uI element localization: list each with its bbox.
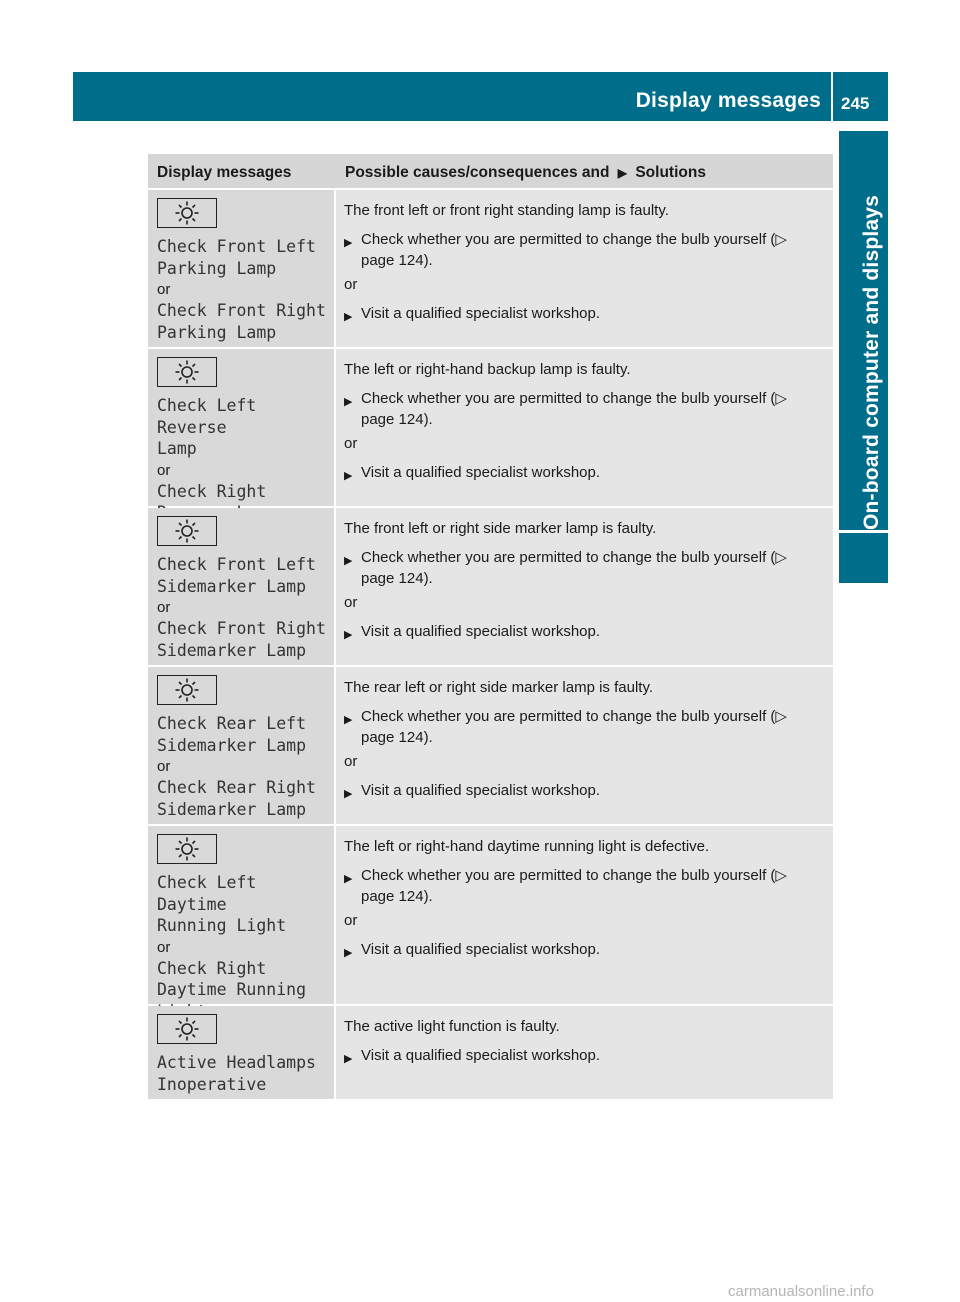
cause-text: The left or right-hand daytime running light is defective. (344, 838, 710, 855)
step-text: Check whether you are permitted to change the bulb yourself (▷ page 124). (361, 708, 787, 746)
table-header (148, 154, 833, 190)
watermark: carmanualsonline.info (728, 1283, 874, 1300)
solution-step (344, 621, 823, 646)
step-text: Check whether you are permitted to change the bulb yourself (▷ page 124). (361, 867, 787, 905)
col-header-causes (336, 154, 833, 188)
or-label: or (157, 938, 171, 956)
col-header-solutions-text: Solutions (635, 164, 706, 181)
step-text: Check whether you are permitted to change the bulb yourself (▷ page 124). (361, 549, 787, 587)
triangle-arrow-icon: ▶ (344, 788, 353, 800)
or-label: or (344, 753, 358, 770)
triangle-arrow-icon: ▶ (344, 237, 353, 249)
message-cell (148, 349, 336, 506)
solution-step (344, 706, 823, 748)
solution-step (344, 1045, 823, 1070)
solution-step (344, 547, 823, 589)
or-label: or (344, 276, 358, 293)
bulb-warning-icon (157, 198, 217, 228)
display-messages-table (148, 154, 833, 1101)
side-tab-divider (839, 530, 888, 533)
solution-cell (336, 1006, 833, 1099)
triangle-arrow-icon: ▶ (344, 470, 353, 482)
display-message-text: Check Left Reverse Lamp (157, 396, 257, 458)
step-text: Visit a qualified specialist workshop. (361, 782, 601, 799)
display-message-text: Check Front Right Parking Lamp (157, 301, 326, 342)
display-message-text: Check Right (157, 481, 267, 501)
table-row (148, 190, 833, 349)
cause-text: The left or right-hand backup lamp is faulty. (344, 361, 631, 378)
display-message-text: Check Right Daytime Running (157, 958, 307, 999)
table-row (148, 508, 833, 667)
solution-step (344, 388, 823, 430)
or-label: or (344, 435, 358, 452)
table-row (148, 1006, 833, 1101)
solution-cell (336, 508, 833, 665)
step-text: Visit a qualified specialist workshop. (361, 305, 601, 322)
or-label: or (157, 599, 171, 616)
solution-cell (336, 190, 833, 347)
cause-text: The front left or right side marker lamp is faulty. (344, 520, 657, 537)
table-row (148, 667, 833, 826)
display-message-text: Check Rear Left Sidemarker Lamp (157, 714, 307, 755)
page-header (73, 72, 888, 121)
table-row (148, 826, 833, 1006)
message-cell (148, 1006, 336, 1099)
bulb-warning-icon (157, 516, 217, 546)
display-message-text: Check Front Right Sidemarker Lamp (157, 619, 326, 660)
message-cell (148, 190, 336, 347)
chapter-side-label: On-board computer and displays (860, 194, 883, 530)
message-cell (148, 508, 336, 665)
header-divider (831, 72, 833, 121)
display-message-text: Active Headlamps Inoperative (157, 1053, 316, 1094)
triangle-arrow-icon: ▶ (344, 714, 353, 726)
step-text: Check whether you are permitted to change the bulb yourself (▷ page 124). (361, 390, 787, 428)
message-cell (148, 667, 336, 824)
col-header-display-messages: Display messages (157, 164, 292, 181)
step-text: Visit a qualified specialist workshop. (361, 941, 601, 958)
triangle-arrow-icon: ▶ (344, 396, 353, 408)
step-text: Visit a qualified specialist workshop. (361, 464, 601, 481)
step-text: Visit a qualified specialist workshop. (361, 1047, 601, 1064)
or-label: or (157, 758, 171, 775)
solution-cell (336, 349, 833, 506)
display-message-text: Check Front Left Parking Lamp (157, 237, 316, 278)
cause-text: The rear left or right side marker lamp is faulty. (344, 679, 653, 696)
solution-step (344, 780, 823, 805)
cause-text: The active light function is faulty. (344, 1018, 560, 1035)
bulb-warning-icon (157, 357, 217, 387)
triangle-arrow-icon: ▶ (344, 311, 353, 323)
solution-step (344, 865, 823, 907)
display-message-text: Check Left Daytime Running Light (157, 873, 287, 935)
bulb-warning-icon (157, 1014, 217, 1044)
page-number: 245 (841, 94, 870, 113)
display-message-text: Check Front Left Sidemarker Lamp (157, 555, 316, 596)
solution-step (344, 939, 823, 964)
triangle-arrow-icon: ▶ (344, 1053, 353, 1065)
or-label: or (344, 594, 358, 611)
triangle-arrow-icon: ▶ (344, 555, 353, 567)
message-cell (148, 826, 336, 1004)
triangle-arrow-icon: ▶ (344, 873, 353, 885)
triangle-arrow-icon: ▶ (344, 947, 353, 959)
table-row (148, 349, 833, 508)
solution-step (344, 303, 823, 328)
solution-step (344, 229, 823, 271)
page-title: Display messages (635, 89, 821, 112)
bulb-warning-icon (157, 834, 217, 864)
step-text: Check whether you are permitted to change the bulb yourself (▷ page 124). (361, 231, 787, 269)
or-label: or (157, 281, 171, 298)
triangle-arrow-icon: ▶ (617, 166, 628, 180)
solution-cell (336, 667, 833, 824)
or-label: or (157, 461, 171, 479)
bulb-warning-icon (157, 675, 217, 705)
display-message-text: Check Rear Right Sidemarker Lamp (157, 778, 316, 819)
solution-step (344, 462, 823, 487)
cause-text: The front left or front right standing lamp is faulty. (344, 202, 669, 219)
triangle-arrow-icon: ▶ (344, 629, 353, 641)
col-header-causes-text: Possible causes/consequences and (345, 164, 610, 181)
or-label: or (344, 912, 358, 929)
solution-cell (336, 826, 833, 1004)
step-text: Visit a qualified specialist workshop. (361, 623, 601, 640)
